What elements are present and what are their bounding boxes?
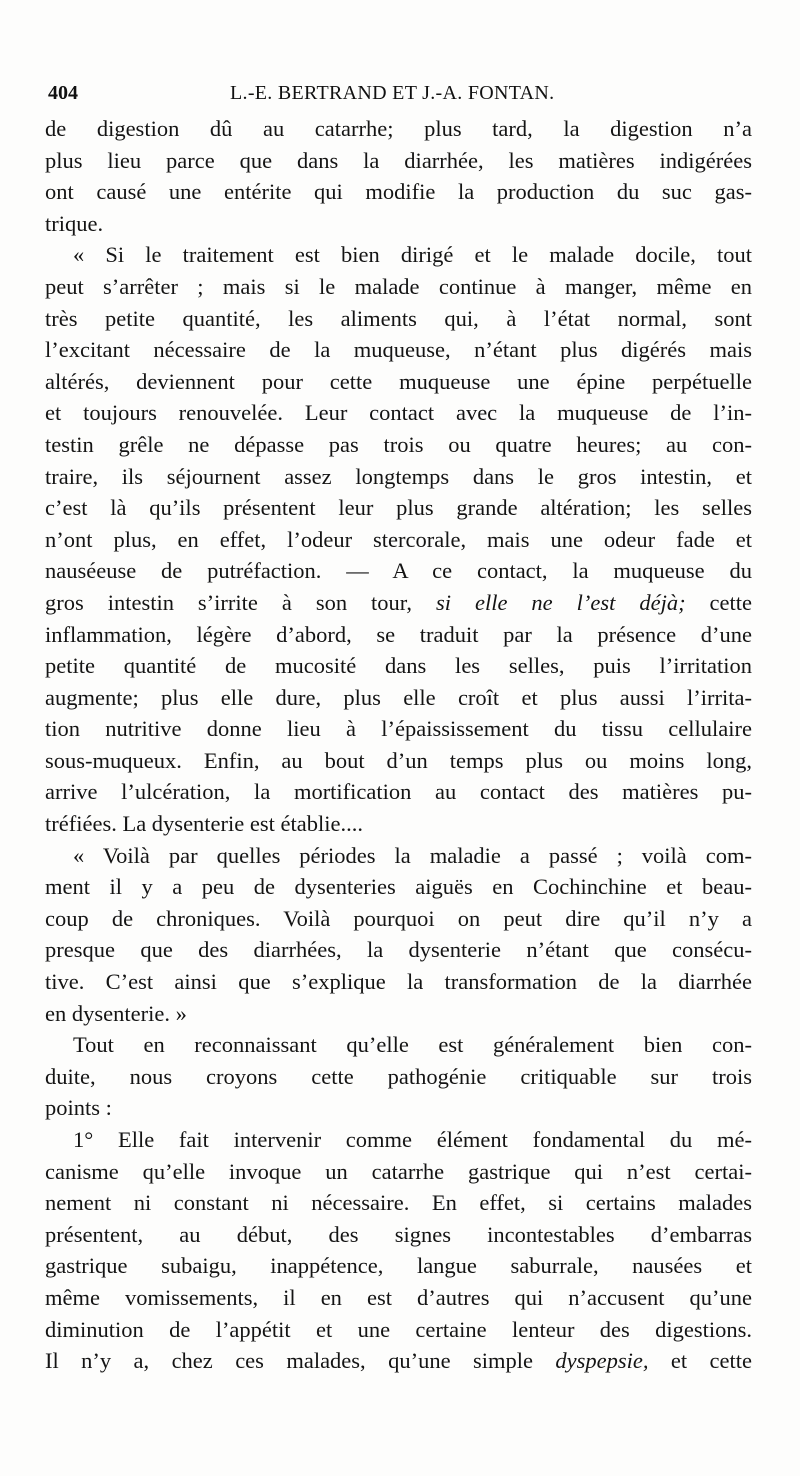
text-line: sous-muqueux. Enfin, au bout d’un temps plus ou moins long, [45,747,752,773]
text-run: gros intestin s’irrite à son tour, [45,589,436,615]
text-line: altérés, deviennent pour cette muqueuse une épine perpétuelle [45,368,752,394]
text-line: presque que des diarrhées, la dysenterie n’étant que consécu- [45,937,752,963]
text-line: l’excitant nécessaire de la muqueuse, n’étant plus digérés mais [45,337,752,363]
text-line: trique. [45,210,104,236]
page-number: 404 [48,82,78,104]
text-line: canisme qu’elle invoque un catarrhe gastrique qui n’est certai- [45,1158,752,1184]
text-line: même vomissements, il en est d’autres qui n’accusent qu’une [45,1284,752,1310]
text-line: testin grêle ne dépasse pas trois ou quatre heures; au con- [45,431,752,457]
text-line: tion nutritive donne lieu à l’épaississement du tissu cellulaire [45,716,752,742]
page-header [48,82,748,110]
text-line: points : [45,1095,112,1121]
text-line: duite, nous croyons cette pathogénie critiquable sur trois [45,1063,752,1089]
text-line: peut s’arrêter ; mais si le malade continue à manger, même en [45,273,752,299]
text-line: traire, ils séjournent assez longtemps dans le gros intestin, et [45,463,752,489]
text-line: arrive l’ulcération, la mortification au contact des matières pu- [45,779,752,805]
text-line: petite quantité de mucosité dans les selles, puis l’irritation [45,653,752,679]
text-line: 1° Elle fait intervenir comme élément fondamental du mé- [73,1127,752,1152]
text-line: Tout en reconnaissant qu’elle est généralement bien con- [73,1032,752,1058]
text-line: tréfiées. La dysenterie est établie.... [45,811,363,837]
text-line: présentent, au début, des signes incontestables d’embarras [45,1221,752,1247]
italic-text-run: dyspepsie, [555,1348,649,1374]
text-line: tive. C’est ainsi que s’explique la transformation de la diarrhée [45,969,752,995]
text-line: coup de chroniques. Voilà pourquoi on peut dire qu’il n’y a [45,905,752,931]
text-run: cette [685,589,752,615]
text-line: augmente; plus elle dure, plus elle croît et plus aussi l’irrita- [45,684,752,710]
text-run: Il n’y a, chez ces malades, qu’une simple [45,1348,556,1374]
text-line: c’est là qu’ils présentent leur plus grande altération; les selles [45,495,752,521]
text-line: et toujours renouvelée. Leur contact avec la muqueuse de l’in- [45,400,752,426]
text-line: inflammation, légère d’abord, se traduit par la présence d’une [45,621,752,647]
text-line [45,1345,752,1377]
text-line: ment il y a peu de dysenteries aiguës en Cochinchine et beau- [45,874,752,900]
text-line: « Si le traitement est bien dirigé et le malade docile, tout [73,242,752,268]
text-line: gastrique subaigu, inappétence, langue saburrale, nausées et [45,1253,752,1279]
text-line: « Voilà par quelles périodes la maladie a passé ; voilà com- [73,842,752,868]
text-line [45,587,752,619]
running-head: L.-E. BERTRAND ET J.-A. FONTAN. [230,82,555,104]
text-line: plus lieu parce que dans la diarrhée, les matières indigérées [45,147,752,173]
italic-text-run: si elle ne l’est déjà; [436,589,686,615]
text-line: en dysenterie. » [45,1000,187,1026]
text-line: de digestion dû au catarrhe; plus tard, la digestion n’a [45,116,752,141]
body-text [45,113,752,1377]
text-line: nauséeuse de putréfaction. — A ce contact, la muqueuse du [45,558,752,584]
text-line: ont causé une entérite qui modifie la production du suc gas- [45,179,752,205]
text-line: très petite quantité, les aliments qui, à l’état normal, sont [45,305,752,331]
text-run: et cette [648,1348,752,1374]
text-line: n’ont plus, en effet, l’odeur stercorale, mais une odeur fade et [45,526,752,552]
text-line: nement ni constant ni nécessaire. En effet, si certains malades [45,1190,752,1216]
text-line: diminution de l’appétit et une certaine lenteur des digestions. [45,1316,752,1342]
